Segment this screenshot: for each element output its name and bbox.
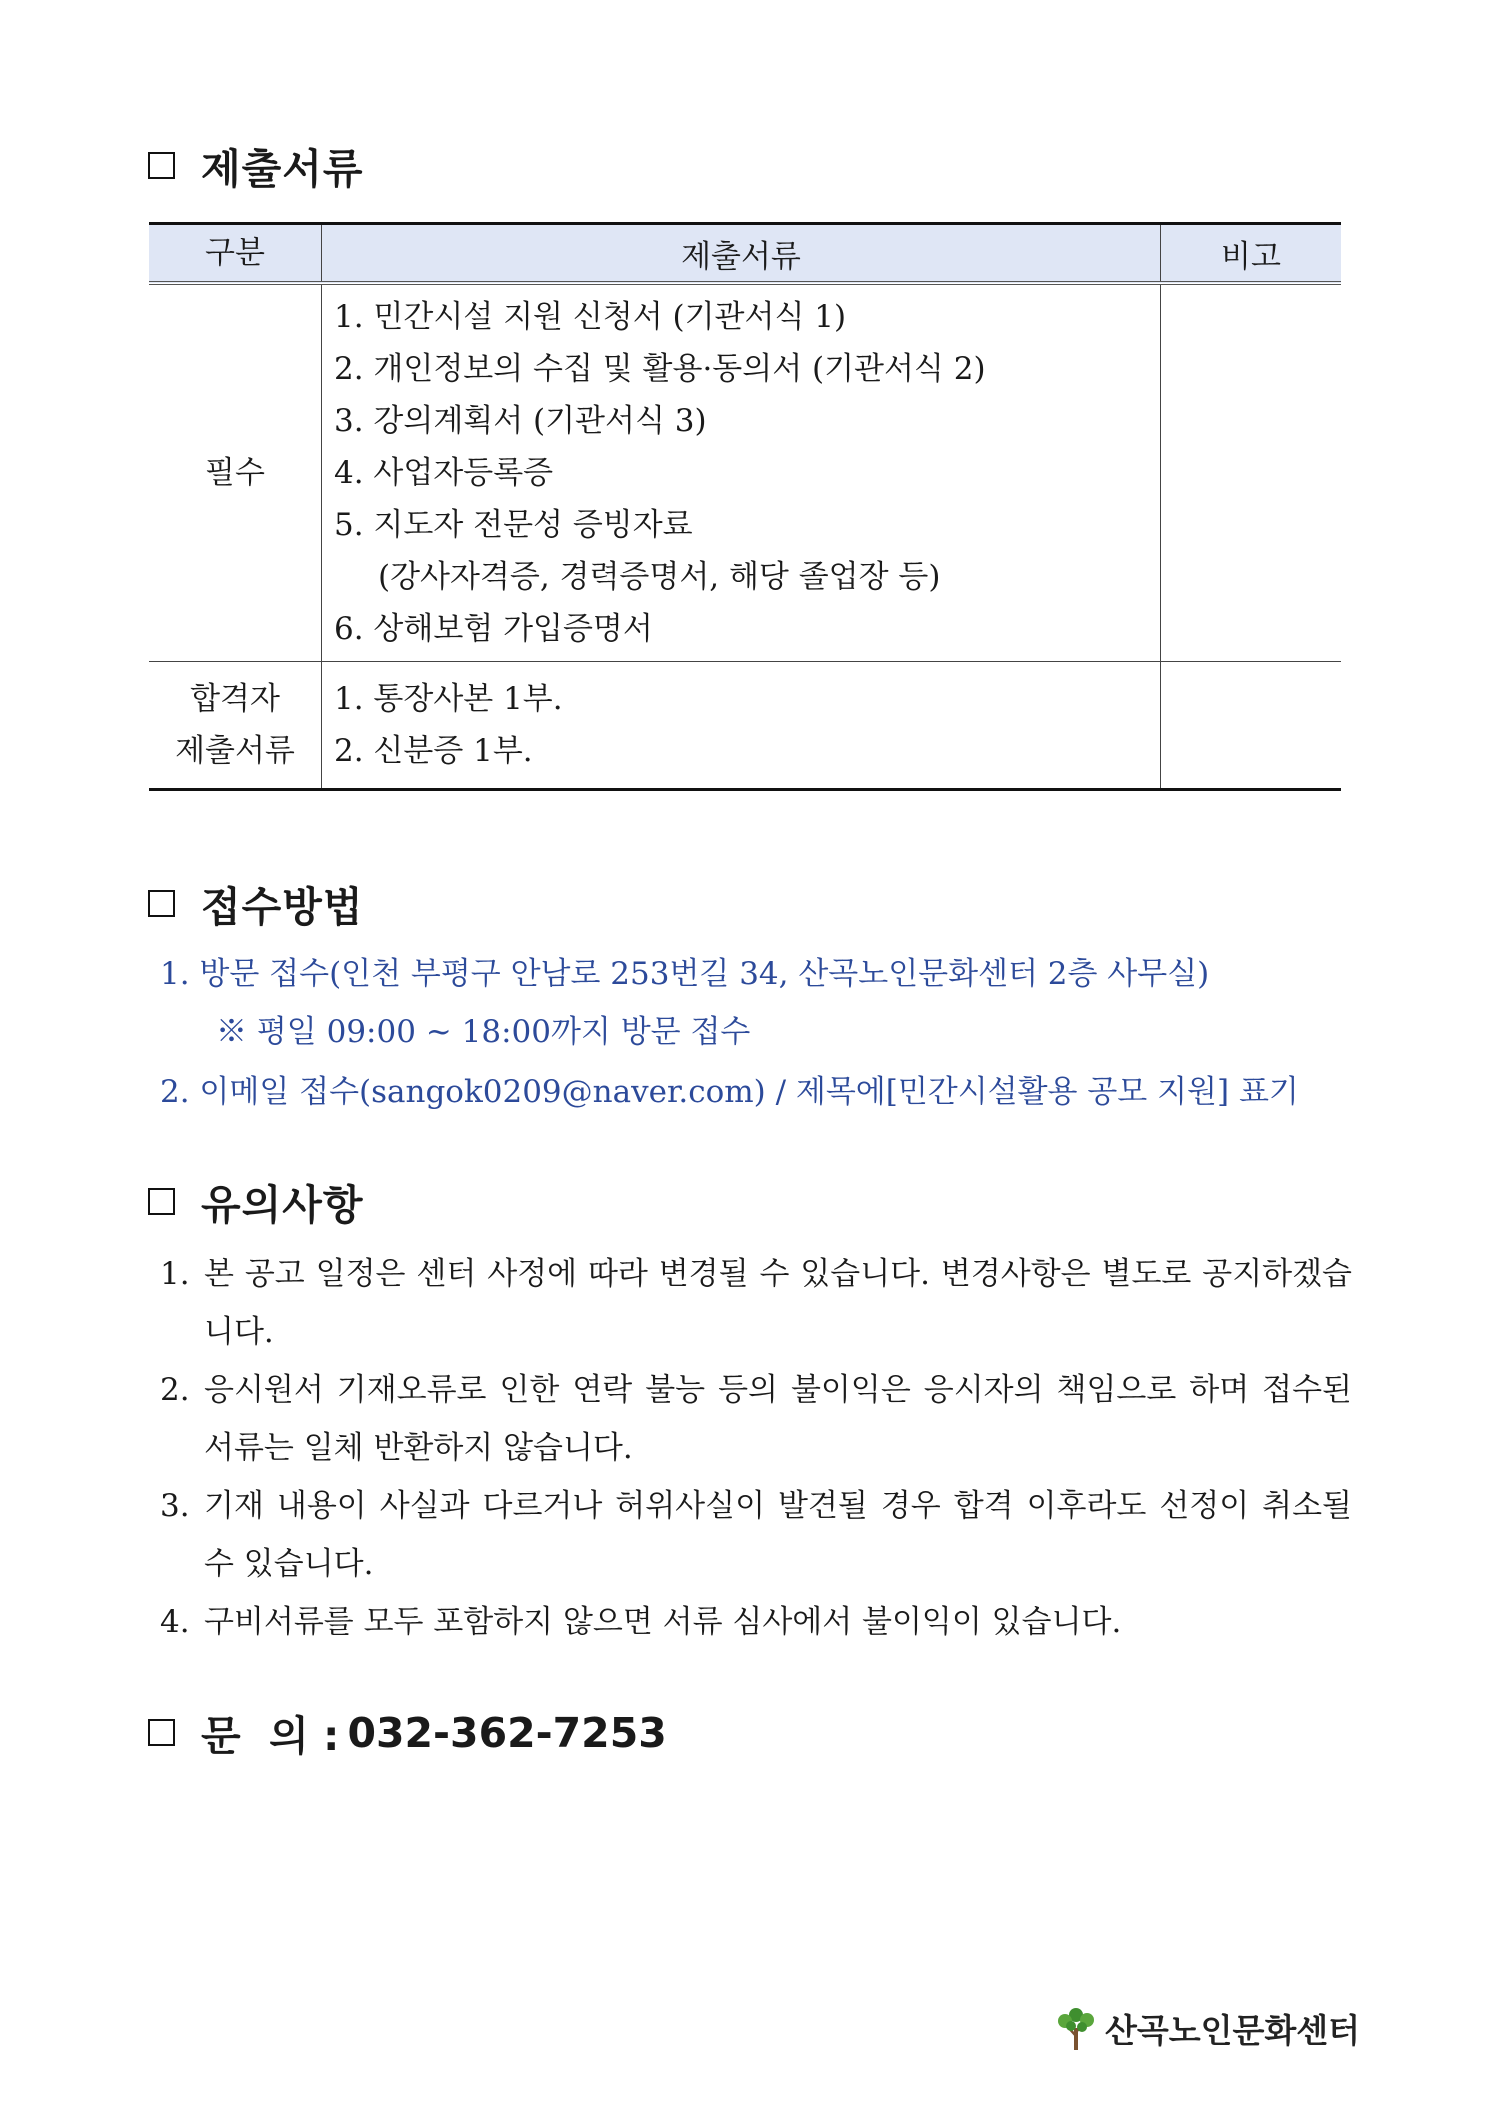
docs-section-heading — [148, 136, 363, 195]
table-row-passed — [149, 662, 1341, 790]
header-note: 비고 — [1161, 224, 1342, 284]
list-item-continuation: (강사자격증, 경력증명서, 해당 졸업장 등) — [378, 559, 941, 595]
list-item — [160, 1477, 1352, 1593]
required-docs-cell — [322, 283, 1161, 662]
notes-section-title: 유의사항 — [201, 1181, 364, 1229]
method-item-visit-hours: ※ 평일 09:00 ~ 18:00까지 방문 접수 — [216, 1014, 751, 1050]
table-row-required — [149, 283, 1341, 662]
method-section-heading — [148, 874, 363, 933]
method-section-title: 접수방법 — [201, 883, 364, 931]
documents-table — [149, 222, 1341, 791]
docs-section-title: 제출서류 — [201, 145, 364, 193]
note-required — [1161, 283, 1342, 662]
list-item: 6. 상해보험 가입증명서 — [334, 611, 653, 647]
list-item — [160, 1245, 1352, 1361]
method-item-visit: 1. 방문 접수(인천 부평구 안남로 253번길 34, 산곡노인문화센터 2층 사무실) — [160, 956, 1210, 992]
checkbox-square-icon — [148, 152, 175, 179]
list-item: 1. 통장사본 1부. — [334, 681, 563, 717]
notes-section-heading — [148, 1172, 363, 1231]
header-documents: 제출서류 — [322, 224, 1161, 284]
category-passed-line2: 제출서류 — [175, 733, 295, 769]
checkbox-square-icon — [148, 1188, 175, 1215]
category-passed — [149, 662, 322, 790]
contact-phone: 032-362-7253 — [347, 1708, 667, 1757]
org-name: 산곡노인문화센터 — [1105, 2011, 1361, 2050]
note-number: 4. — [160, 1604, 190, 1640]
list-item — [160, 1593, 1352, 1651]
note-text: 본 공고 일정은 센터 사정에 따라 변경될 수 있습니다. 변경사항은 별도로 공지하겠습니다. — [204, 1256, 1352, 1350]
note-number: 2. — [160, 1372, 190, 1408]
list-item: 2. 신분증 1부. — [334, 733, 533, 769]
list-item: 1. 민간시설 지원 신청서 (기관서식 1) — [334, 299, 847, 335]
list-item: 4. 사업자등록증 — [334, 455, 554, 491]
note-text: 구비서류를 모두 포함하지 않으면 서류 심사에서 불이익이 있습니다. — [204, 1604, 1122, 1640]
notes-list — [160, 1245, 1352, 1651]
checkbox-square-icon — [148, 890, 175, 917]
note-text: 기재 내용이 사실과 다르거나 허위사실이 발견될 경우 합격 이후라도 선정이 취소될 수 있습니다. — [204, 1488, 1352, 1582]
passed-docs-cell — [322, 662, 1161, 790]
note-number: 3. — [160, 1488, 190, 1524]
list-item: 2. 개인정보의 수집 및 활용·동의서 (기관서식 2) — [334, 351, 986, 387]
tree-icon — [1055, 2006, 1097, 2052]
method-item-email: 2. 이메일 접수(sangok0209@naver.com) / 제목에[민간시설활용 공모 지원] 표기 — [160, 1074, 1299, 1110]
checkbox-square-icon — [148, 1719, 175, 1746]
list-item — [160, 1361, 1352, 1477]
contact-line — [148, 1703, 667, 1762]
list-item: 3. 강의계획서 (기관서식 3) — [334, 403, 707, 439]
category-passed-line1: 합격자 — [190, 681, 280, 717]
category-required: 필수 — [149, 283, 322, 662]
note-text: 응시원서 기재오류로 인한 연락 불능 등의 불이익은 응시자의 책임으로 하며 접수된 서류는 일체 반환하지 않습니다. — [204, 1372, 1352, 1466]
note-passed — [1161, 662, 1342, 790]
table-header-row — [149, 224, 1341, 284]
contact-label: 문 의 : — [201, 1712, 340, 1760]
list-item: 5. 지도자 전문성 증빙자료 — [334, 507, 693, 543]
header-category: 구분 — [149, 224, 322, 284]
footer-logo — [1055, 2005, 1360, 2052]
note-number: 1. — [160, 1256, 190, 1292]
